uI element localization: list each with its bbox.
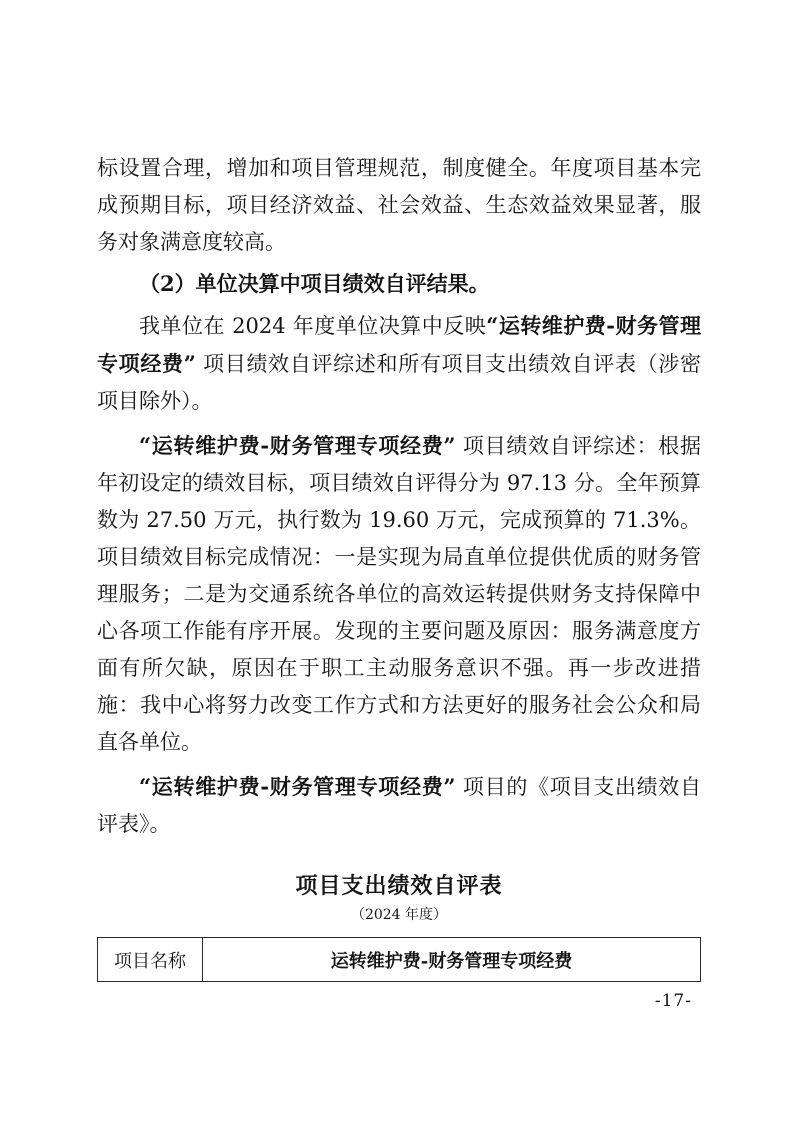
text-segment: 标设置合理，增加和项目管理规范，制度健全。年度项目基本完成预期目标，项目经济效益、社会效益、生态效益效果显著，服务对象满意度较高。 <box>97 156 701 254</box>
bold-text-segment: “运转维护费-财务管理专项经费” <box>97 313 702 376</box>
text-segment: 项目绩效自评综述和所有项目支出绩效自评表（涉密项目除外）。 <box>97 352 701 413</box>
paragraph <box>97 307 701 420</box>
text-segment: 项目的《项目支出绩效自评表》。 <box>97 775 701 836</box>
bold-text-segment: （2）单位决算中项目绩效自评结果。 <box>139 271 490 296</box>
paragraph <box>97 150 701 261</box>
table-subtitle: （2024 年度） <box>350 907 448 923</box>
project-name-label: 项目名称 <box>98 938 203 982</box>
table-row <box>98 938 701 982</box>
paragraph <box>97 427 701 761</box>
page-content <box>97 150 701 982</box>
table-title: 项目支出绩效自评表 <box>295 873 503 899</box>
self-evaluation-table <box>97 937 701 982</box>
text-segment: 我单位在 2024 年度单位决算中反映 <box>139 314 487 338</box>
body-paragraphs <box>97 150 701 843</box>
bold-text-segment: “运转维护费-财务管理专项经费” <box>139 433 456 458</box>
page-number: -17- <box>654 991 692 1011</box>
text-segment: 项目绩效自评综述：根据年初设定的绩效目标，项目绩效自评得分为 97.13 分。全年预算数为 27.50 万元，执行数为 19.60 万元，完成预算的 71.3%。项目绩效目标完成情况：一是实现为局直单位提供优质的财务管理服务；二是为交通系统各单位的高效运转提供财务支持保障中心各项工作能有序开展。发现的主要问题及原因：服务满意度方面有所欠缺，原因在于职工主动服务意识不强。再一步改进措施：我中心将努力改变工作方式和方法更好的服务社会公众和局直各单位。 <box>97 434 701 754</box>
paragraph <box>97 768 701 843</box>
bold-text-segment: “运转维护费-财务管理专项经费” <box>139 774 456 799</box>
project-name-value: 运转维护费-财务管理专项经费 <box>203 938 701 982</box>
paragraph <box>97 265 701 303</box>
